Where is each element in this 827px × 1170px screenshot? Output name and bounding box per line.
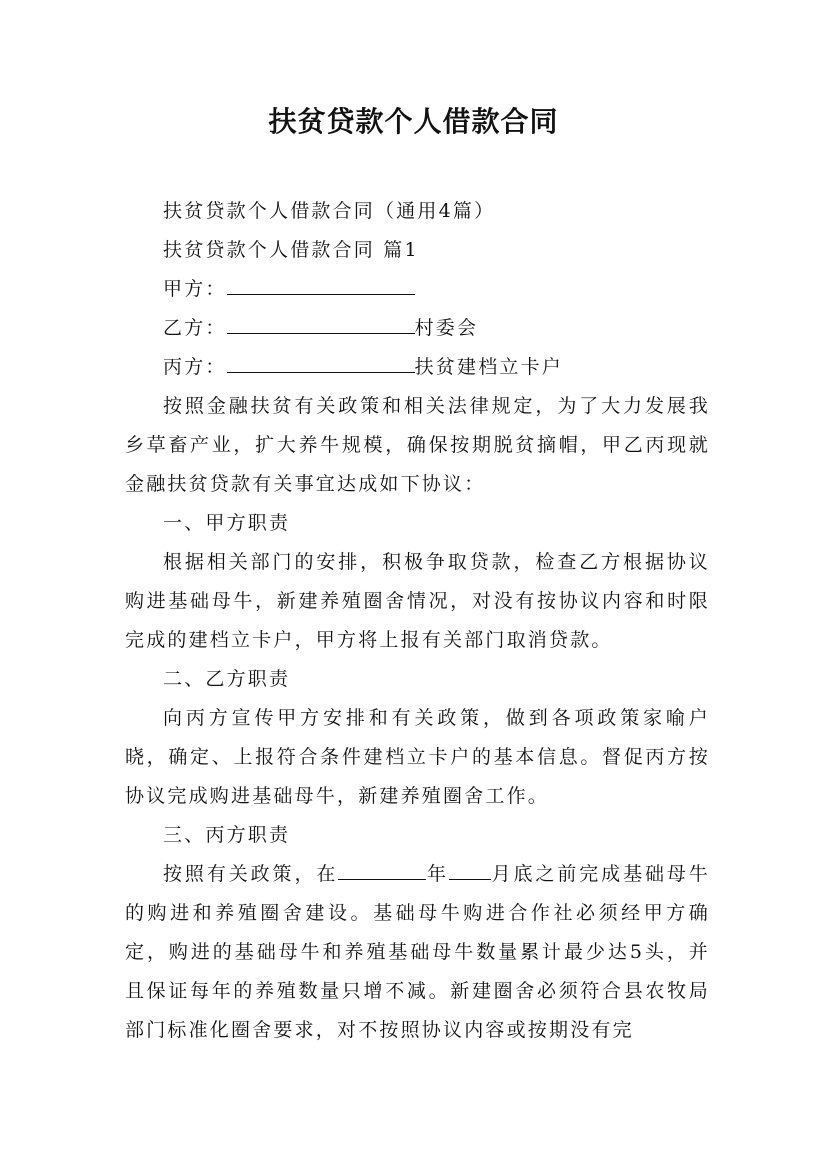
heading-party-c-duties: 三、丙方职责	[163, 824, 291, 846]
section-heading: 扶贫贷款个人借款合同 篇1	[163, 239, 419, 261]
paragraph-party-b-duties: 向丙方宣传甲方安排和有关政策，做到各项政策家喻户晓，确定、上报符合条件建档立卡户的基本信息。督促丙方按协议完成购进基础母牛，新建养殖圈舍工作。	[125, 707, 710, 807]
party-b-line	[125, 309, 710, 348]
p3-part-a: 按照有关政策，在	[163, 863, 339, 885]
paragraph-party-a-duties: 根据相关部门的安排，积极争取贷款，检查乙方根据协议购进基础母牛，新建养殖圈舍情况，对没有按协议内容和时限完成的建档立卡户，甲方将上报有关部门取消贷款。	[125, 551, 710, 651]
intro-paragraph: 按照金融扶贫有关政策和相关法律规定，为了大力发展我乡草畜产业，扩大养牛规模，确保按期脱贫摘帽，甲乙丙现就金融扶贫贷款有关事宜达成如下协议：	[125, 395, 710, 495]
party-b-blank	[227, 332, 415, 334]
party-c-label: 丙方：	[163, 356, 227, 378]
party-c-blank	[227, 371, 415, 373]
document-title: 扶贫贷款个人借款合同	[268, 105, 559, 138]
month-blank	[449, 878, 491, 880]
party-b-suffix: 村委会	[414, 317, 479, 339]
party-c-line	[125, 348, 710, 387]
heading-party-a-duties: 一、甲方职责	[163, 512, 291, 534]
year-blank	[338, 878, 426, 880]
party-c-suffix: 扶贫建档立卡户	[414, 356, 564, 378]
paragraph-party-c-duties	[125, 855, 710, 1050]
document-subtitle: 扶贫贷款个人借款合同（通用4篇）	[163, 200, 496, 222]
party-a-line	[125, 270, 710, 309]
document-body	[125, 192, 710, 1050]
heading-party-b-duties: 二、乙方职责	[163, 668, 291, 690]
p3-part-b: 年	[426, 863, 449, 885]
party-b-label: 乙方：	[163, 317, 227, 339]
party-a-blank	[227, 293, 415, 295]
party-a-label: 甲方：	[163, 278, 227, 300]
p3-part-c: 月底之前完成基础母牛的购进和养殖圈舍建设。基础母牛购进合作社必须经甲方确定，购进的基础母牛和养殖基础母牛数量累计最少达5头，并且保证每年的养殖数量只增不减。新建圈舍必须符合县农牧局部门标准化圈舍要求，对不按照协议内容或按期没有完	[125, 863, 710, 1041]
